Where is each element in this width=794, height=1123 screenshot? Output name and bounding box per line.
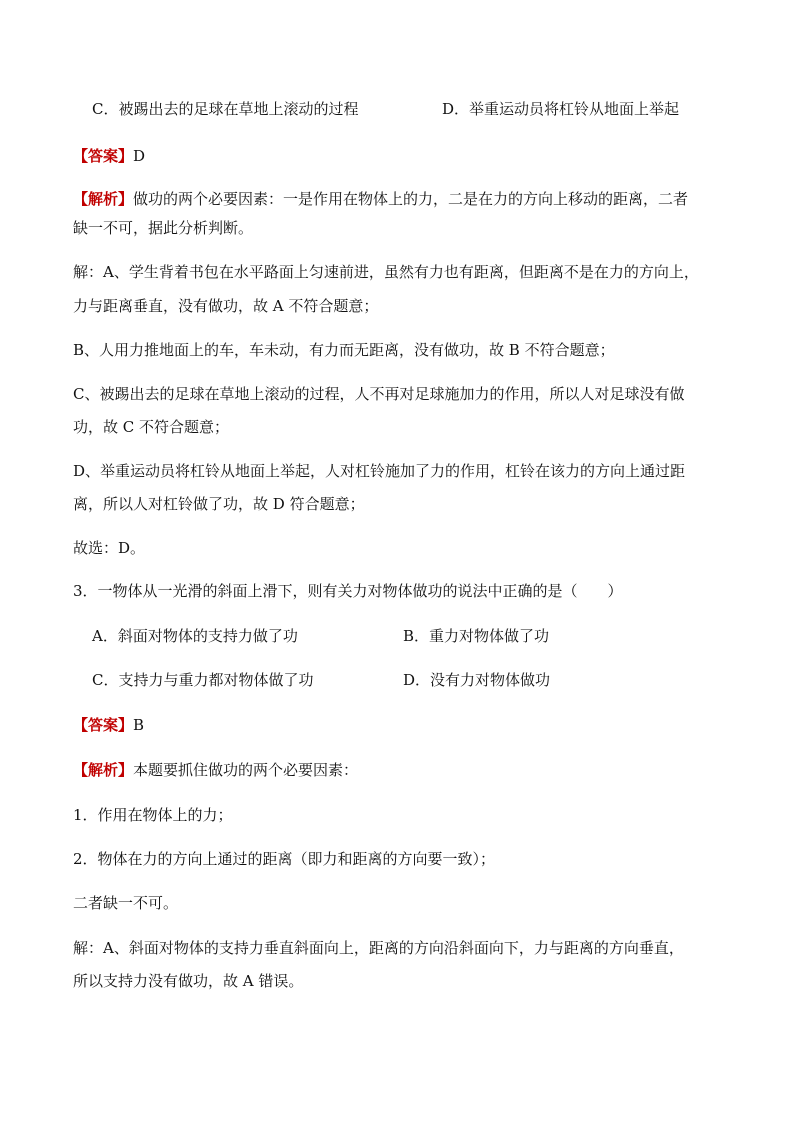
q3-option-d: D．没有力对物体做功 (403, 671, 551, 689)
q3-answer (73, 714, 733, 736)
q2-answer (73, 145, 733, 167)
q3-option-a: A．斜面对物体的支持力做了功 (92, 627, 298, 645)
analysis-label: 【解析】 (73, 761, 134, 779)
q3-analysis-line-1 (73, 759, 733, 781)
q2-conclusion: 故选：D。 (73, 539, 146, 557)
q2-solution-a-line-2: 力与距离垂直，没有做功，故 A 不符合题意； (73, 297, 379, 315)
q3-stem: 3．一物体从一光滑的斜面上滑下，则有关力对物体做功的说法中正确的是（ ） (73, 582, 623, 600)
analysis-text: 本题要抓住做功的两个必要因素： (133, 761, 359, 779)
q2-solution-d-line-2: 离，所以人对杠铃做了功，故 D 符合题意； (73, 495, 365, 513)
q3-point-3: 二者缺一不可。 (73, 894, 179, 912)
q2-solution-c-line-1: C、被踢出去的足球在草地上滚动的过程，人不再对足球施加力的作用，所以人对足球没有做 (73, 385, 685, 403)
analysis-text: 做功的两个必要因素：一是作用在物体上的力，二是在力的方向上移动的距离，二者 (133, 190, 689, 208)
q2-solution-c-line-2: 功，故 C 不符合题意； (73, 418, 230, 436)
q3-point-2: 2．物体在力的方向上通过的距离（即力和距离的方向要一致）； (73, 850, 496, 868)
answer-value: B (133, 716, 145, 734)
q2-option-c: C．被踢出去的足球在草地上滚动的过程 (92, 100, 359, 118)
q3-option-c: C．支持力与重力都对物体做了功 (92, 671, 314, 689)
q2-analysis-line-1 (73, 188, 733, 210)
q2-solution-a-line-1: 解：A、学生背着书包在水平路面上匀速前进，虽然有力也有距离，但距离不是在力的方向上， (73, 263, 699, 281)
q2-solution-d-line-1: D、举重运动员将杠铃从地面上举起，人对杠铃施加了力的作用，杠铃在该力的方向上通过距 (73, 462, 686, 480)
answer-label: 【答案】 (73, 716, 134, 734)
q3-solution-a-line-1: 解：A、斜面对物体的支持力垂直斜面向上，距离的方向沿斜面向下，力与距离的方向垂直， (73, 939, 684, 957)
q2-solution-b: B、人用力推地面上的车，车未动，有力而无距离，没有做功，故 B 不符合题意； (73, 341, 615, 359)
answer-value: D (133, 147, 146, 165)
answer-label: 【答案】 (73, 147, 134, 165)
analysis-label: 【解析】 (73, 190, 134, 208)
q3-point-1: 1．作用在物体上的力； (73, 806, 233, 824)
q2-analysis-line-2: 缺一不可，据此分析判断。 (73, 219, 254, 237)
q3-option-b: B．重力对物体做了功 (403, 627, 550, 645)
q3-solution-a-line-2: 所以支持力没有做功，故 A 错误。 (73, 972, 304, 990)
q2-option-d: D．举重运动员将杠铃从地面上举起 (442, 100, 680, 118)
